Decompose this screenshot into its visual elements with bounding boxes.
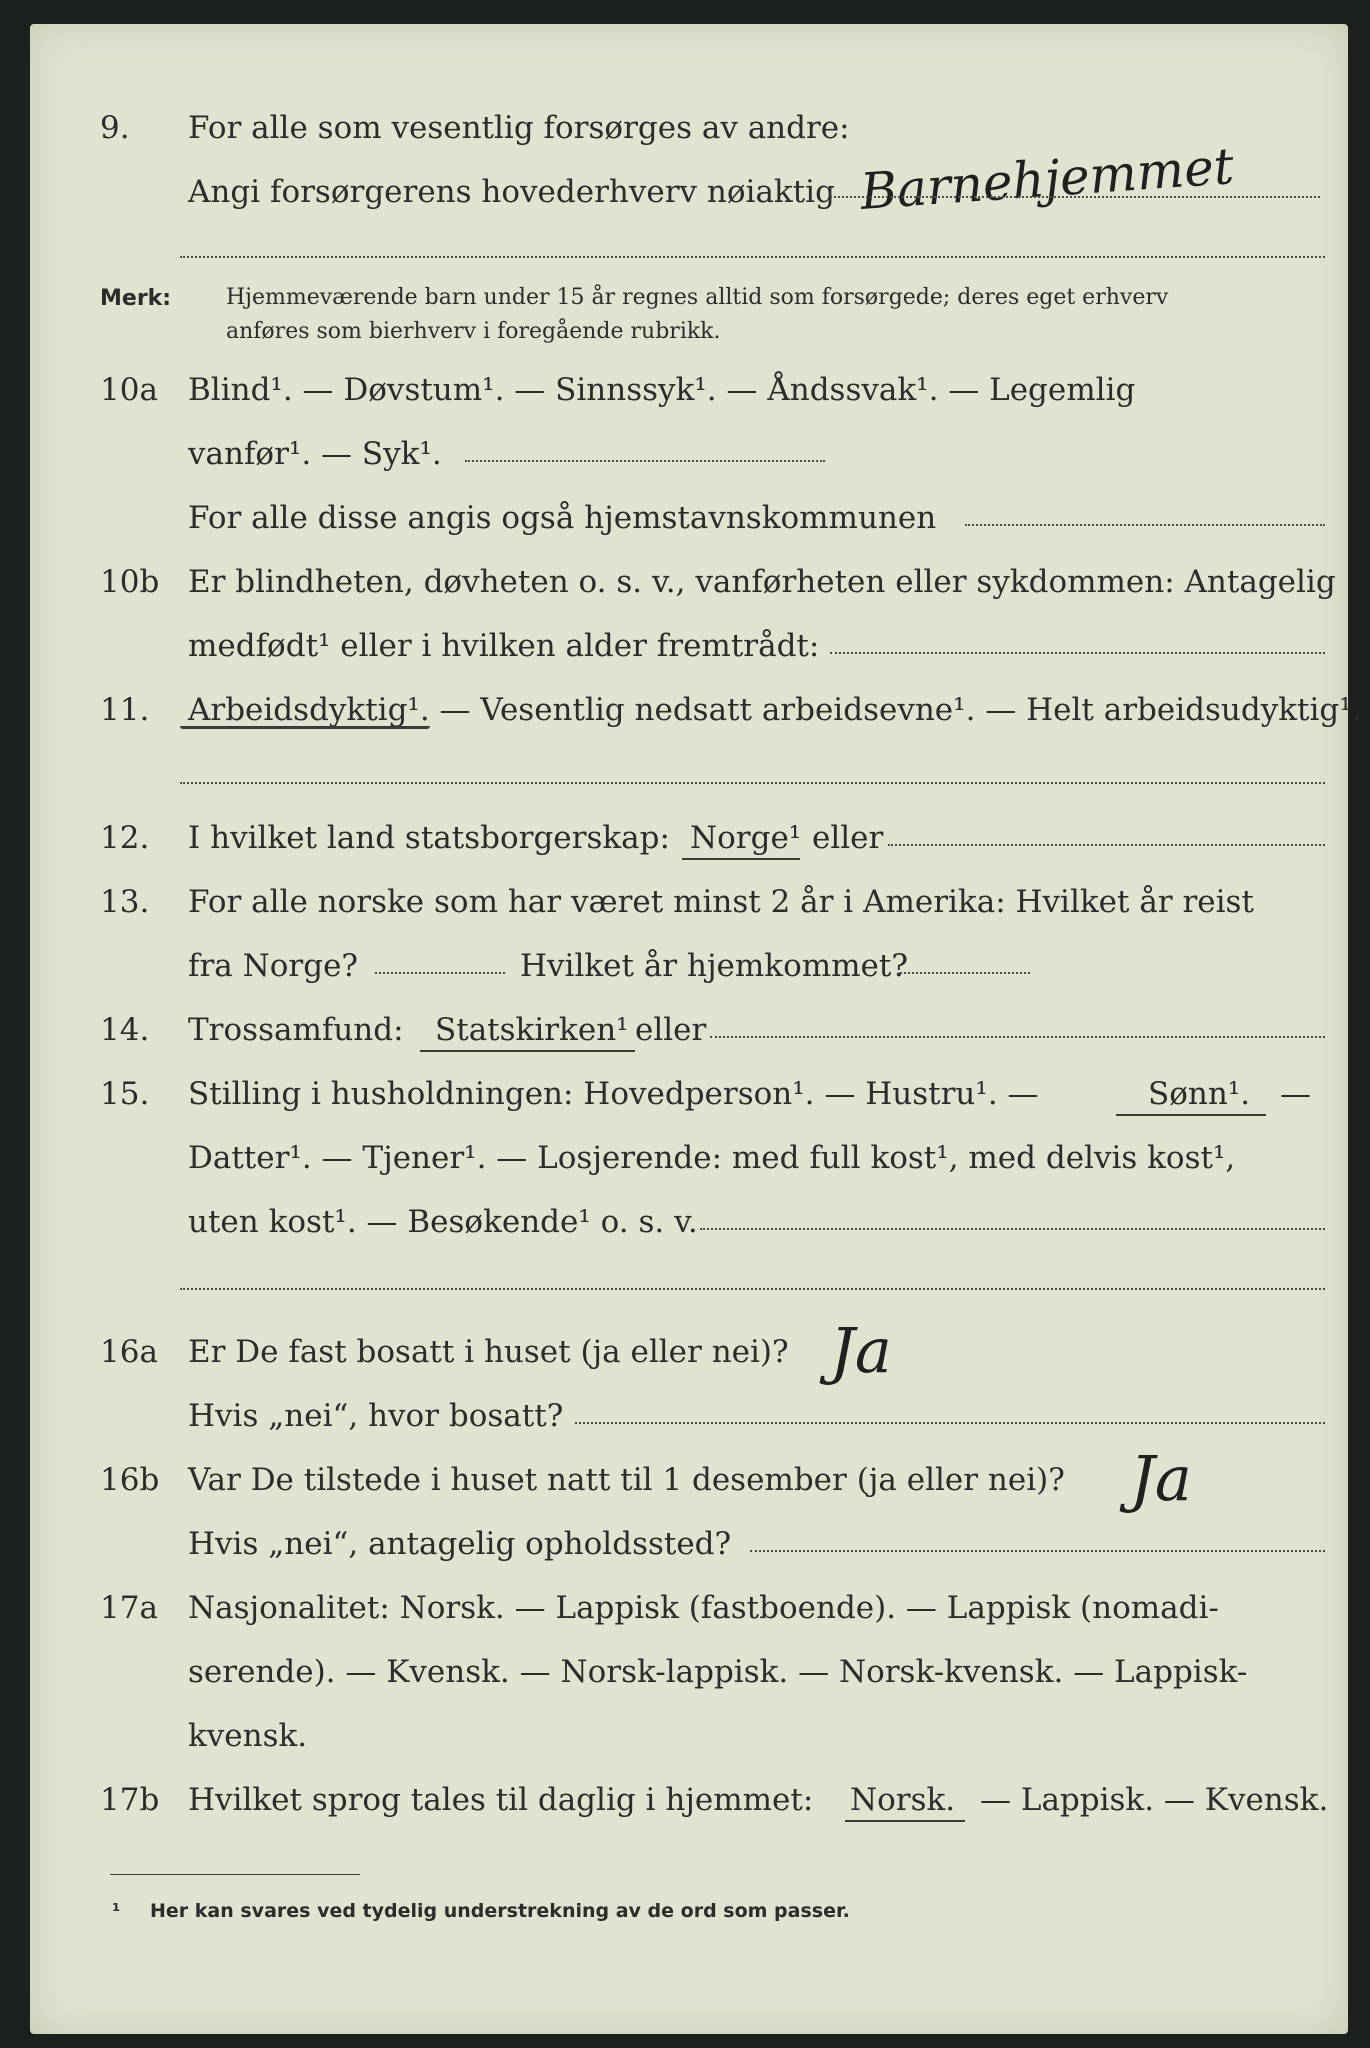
q16b-answer-line bbox=[750, 1550, 1325, 1552]
q15-option-sonn: Sønn¹. bbox=[1148, 1076, 1251, 1112]
q13-line2b: Hvilket år hjemkommet? bbox=[520, 948, 908, 984]
q12-answer-line bbox=[888, 844, 1325, 846]
q10b-answer-line bbox=[830, 652, 1325, 654]
q16b-handwritten-answer: Ja bbox=[1130, 1442, 1192, 1515]
q10b-line1: Er blindheten, døvheten o. s. v., vanførheten eller sykdommen: Antagelig bbox=[188, 564, 1336, 600]
q13-reist-line bbox=[375, 972, 505, 974]
q16a-line2: Hvis „nei“, hvor bosatt? bbox=[188, 1398, 564, 1434]
q11-underline-arbeidsdyktig bbox=[180, 726, 430, 729]
q16a-number: 16a bbox=[100, 1334, 158, 1370]
q17a-line1: Nasjonalitet: Norsk. — Lappisk (fastboende). — Lappisk (nomadi- bbox=[188, 1590, 1219, 1626]
q16b-line2: Hvis „nei“, antagelig opholdssted? bbox=[188, 1526, 732, 1562]
footnote-mark: ¹ bbox=[112, 1900, 121, 1922]
q9-extra-line bbox=[180, 256, 1325, 258]
q15-line3: uten kost¹. — Besøkende¹ o. s. v. bbox=[188, 1204, 698, 1240]
q12-option-norge: Norge¹ bbox=[690, 820, 802, 856]
q9-number: 9. bbox=[100, 110, 130, 146]
q17b-number: 17b bbox=[100, 1782, 160, 1818]
q17a-line3: kvensk. bbox=[188, 1718, 308, 1754]
q12-text: I hvilket land statsborgerskap: bbox=[188, 820, 670, 856]
footnote-text: Her kan svares ved tydelig understrekning av de ord som passer. bbox=[150, 1900, 850, 1922]
q15-extra-line bbox=[180, 1288, 1325, 1290]
q16a-handwritten-answer: Ja bbox=[830, 1314, 892, 1387]
q13-hjem-line bbox=[900, 972, 1030, 974]
q12-suffix: eller bbox=[812, 820, 884, 856]
q15-number: 15. bbox=[100, 1076, 150, 1112]
q9-answer-line bbox=[830, 196, 1320, 198]
q17a-number: 17a bbox=[100, 1590, 158, 1626]
q17b-line1b: — Lappisk. — Kvensk. bbox=[980, 1782, 1329, 1818]
q11-extra-line bbox=[180, 782, 1325, 784]
q15-line2: Datter¹. — Tjener¹. — Losjerende: med full kost¹, med delvis kost¹, bbox=[188, 1140, 1236, 1176]
q9-handwritten-answer: Barnehjemmet bbox=[858, 137, 1236, 221]
footnote-rule bbox=[110, 1874, 360, 1875]
q9-line2: Angi forsørgerens hovederhverv nøiaktig bbox=[188, 174, 835, 210]
q16a-line1: Er De fast bosatt i huset (ja eller nei)? bbox=[188, 1334, 789, 1370]
q10a-line2: vanfør¹. — Syk¹. bbox=[188, 436, 442, 472]
q9-line1: For alle som vesentlig forsørges av andre: bbox=[188, 110, 850, 146]
q13-number: 13. bbox=[100, 884, 150, 920]
q10b-line2: medfødt¹ eller i hvilken alder fremtrådt: bbox=[188, 628, 820, 664]
q11-number: 11. bbox=[100, 692, 150, 728]
q14-number: 14. bbox=[100, 1012, 150, 1048]
q12-number: 12. bbox=[100, 820, 150, 856]
q14-text: Trossamfund: bbox=[188, 1012, 404, 1048]
q10a-line3: For alle disse angis også hjemstavnskommunen bbox=[188, 500, 937, 536]
q16a-answer-line bbox=[575, 1422, 1325, 1424]
census-form-page bbox=[30, 24, 1362, 2034]
q15-answer-line bbox=[700, 1228, 1325, 1230]
q15-underline-sonn bbox=[1116, 1114, 1266, 1116]
q14-suffix: eller bbox=[635, 1012, 707, 1048]
q14-option-statskirken: Statskirken¹ bbox=[435, 1012, 629, 1048]
q13-line1: For alle norske som har været minst 2 år i Amerika: Hvilket år reist bbox=[188, 884, 1254, 920]
q10a-number: 10a bbox=[100, 372, 158, 408]
q10b-number: 10b bbox=[100, 564, 160, 600]
q14-answer-line bbox=[710, 1036, 1325, 1038]
q16b-number: 16b bbox=[100, 1462, 160, 1498]
q16b-line1: Var De tilstede i huset natt til 1 desember (ja eller nei)? bbox=[188, 1462, 1065, 1498]
q12-underline-norge bbox=[682, 858, 800, 860]
q15-line1a: Stilling i husholdningen: Hovedperson¹. — Hustru¹. — bbox=[188, 1076, 1039, 1112]
q17b-option-norsk: Norsk. bbox=[850, 1782, 956, 1818]
q13-line2a: fra Norge? bbox=[188, 948, 359, 984]
q17b-line1a: Hvilket sprog tales til daglig i hjemmet: bbox=[188, 1782, 814, 1818]
q11-line1: Arbeidsdyktig¹. — Vesentlig nedsatt arbeidsevne¹. — Helt arbeidsudyktig¹. bbox=[188, 692, 1362, 728]
merk-line2: anføres som bierhverv i foregående rubrikk. bbox=[226, 319, 721, 344]
q10a-kommune-line bbox=[965, 524, 1325, 526]
q14-underline-statskirken bbox=[420, 1050, 635, 1052]
q17a-line2: serende). — Kvensk. — Norsk-lappisk. — Norsk-kvensk. — Lappisk- bbox=[188, 1654, 1248, 1690]
q17b-underline-norsk bbox=[845, 1820, 965, 1822]
merk-line1: Hjemmeværende barn under 15 år regnes alltid som forsørgede; deres eget erhverv bbox=[226, 285, 1169, 310]
q10a-syk-line bbox=[465, 460, 825, 462]
merk-label: Merk: bbox=[100, 286, 172, 311]
q10a-line1: Blind¹. — Døvstum¹. — Sinnssyk¹. — Åndssvak¹. — Legemlig bbox=[188, 372, 1136, 408]
q15-line1c: — bbox=[1280, 1076, 1311, 1112]
